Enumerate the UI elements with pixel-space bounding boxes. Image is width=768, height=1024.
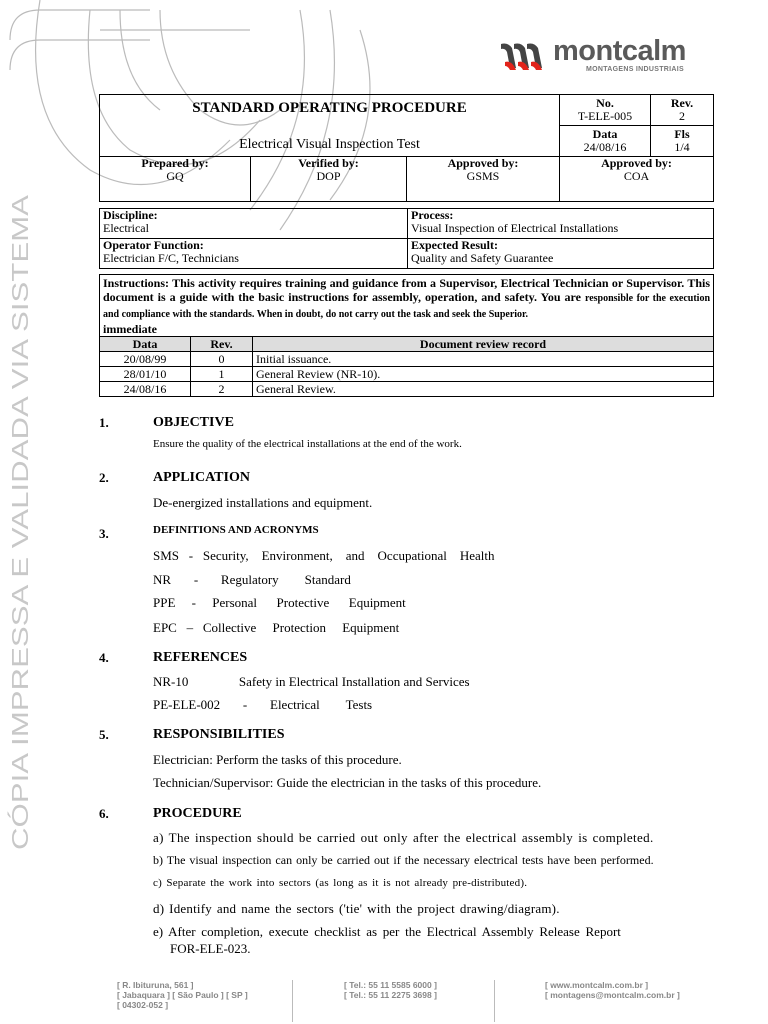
section-number: 6. bbox=[99, 806, 109, 821]
footer-address bbox=[117, 980, 248, 1010]
approved-label: Approved by: bbox=[447, 156, 519, 170]
operator-cell bbox=[100, 239, 408, 269]
verified-cell bbox=[251, 157, 407, 202]
acronym: EPC bbox=[153, 620, 177, 635]
acronym: SMS bbox=[153, 548, 180, 563]
definition-ppe bbox=[153, 595, 406, 611]
revision-value: 2 bbox=[679, 109, 685, 123]
definition-nr bbox=[153, 572, 351, 588]
footer-phones bbox=[344, 980, 437, 1000]
word: Protection bbox=[272, 620, 326, 635]
number-label: No. bbox=[596, 96, 614, 110]
acronym: PPE bbox=[153, 595, 176, 610]
website-link[interactable]: [ www.montcalm.com.br ] bbox=[545, 980, 649, 990]
document-title: STANDARD OPERATING PROCEDURE bbox=[192, 100, 467, 116]
sheets-value: 1/4 bbox=[674, 140, 690, 154]
separator: – bbox=[186, 620, 194, 635]
title-cell bbox=[100, 95, 560, 157]
header-table bbox=[99, 94, 714, 202]
word: Personal bbox=[212, 595, 258, 610]
date-cell bbox=[560, 126, 651, 157]
operator-label: Operator Function: bbox=[103, 238, 204, 252]
info-table bbox=[99, 208, 714, 269]
section-title: PROCEDURE bbox=[153, 806, 242, 821]
section-title: OBJECTIVE bbox=[153, 415, 234, 430]
document-subtitle: Electrical Visual Inspection Test bbox=[239, 137, 420, 152]
watermark-text-label: CÓPIA IMPRESSA E VALIDADA VIA SISTEMA bbox=[7, 367, 33, 850]
review-record: General Review (NR-10). bbox=[253, 367, 714, 382]
logo-mark-icon bbox=[498, 40, 550, 72]
instructions-box bbox=[99, 274, 714, 337]
application-text: De-energized installations and equipment. bbox=[153, 495, 373, 510]
approved-label: Approved by: bbox=[601, 156, 672, 170]
section-number: 1. bbox=[99, 415, 109, 430]
discipline-cell bbox=[100, 209, 408, 239]
process-cell bbox=[408, 209, 714, 239]
process-value: Visual Inspection of Electrical Installations bbox=[411, 221, 619, 235]
procedure-step-a: a) The inspection should be carried out only after the electrical assembly is completed. bbox=[153, 830, 654, 845]
word: Collective bbox=[202, 620, 257, 635]
review-record: General Review. bbox=[253, 382, 714, 397]
sheets-cell bbox=[651, 126, 714, 157]
email-link[interactable]: [ montagens@montcalm.com.br ] bbox=[545, 990, 680, 1000]
revision-label: Rev. bbox=[670, 96, 694, 110]
prepared-value: GQ bbox=[166, 169, 184, 183]
review-header-date: Data bbox=[100, 337, 191, 352]
expected-value: Quality and Safety Guarantee bbox=[411, 251, 554, 265]
section-number: 2. bbox=[99, 470, 109, 485]
procedure-step-e: e) After completion, execute checklist as per the Electrical Assembly Release Report bbox=[153, 924, 621, 939]
responsibility-technician: Technician/Supervisor: Guide the electrician in the tasks of this procedure. bbox=[153, 775, 542, 790]
address-street: [ R. Ibituruna, 561 ] bbox=[117, 980, 194, 990]
section-number: 4. bbox=[99, 650, 109, 665]
logo-name: montcalm bbox=[553, 35, 686, 67]
review-table bbox=[99, 336, 714, 397]
review-date: 24/08/16 bbox=[100, 382, 191, 397]
review-rev: 2 bbox=[191, 382, 253, 397]
sheets-label: Fls bbox=[674, 127, 690, 141]
section-title: RESPONSIBILITIES bbox=[153, 727, 285, 742]
word: Environment, bbox=[261, 548, 333, 563]
word: Standard bbox=[304, 572, 351, 587]
word: Equipment bbox=[342, 620, 400, 635]
expected-label: Expected Result: bbox=[411, 238, 498, 252]
table-row bbox=[100, 382, 714, 397]
instructions-tail: immediate bbox=[103, 322, 157, 336]
prepared-cell bbox=[100, 157, 251, 202]
approved-value: GSMS bbox=[466, 169, 500, 183]
word: Regulatory bbox=[220, 572, 279, 587]
word: Protective bbox=[276, 595, 330, 610]
word: Security, bbox=[202, 548, 249, 563]
phone-1: [ Tel.: 55 11 5585 6000 ] bbox=[344, 980, 437, 990]
reference-nr10 bbox=[153, 674, 470, 690]
verified-label: Verified by: bbox=[298, 156, 359, 170]
definition-epc bbox=[153, 620, 399, 636]
review-rev: 0 bbox=[191, 352, 253, 367]
separator: - bbox=[242, 697, 248, 712]
word: Occupational bbox=[377, 548, 447, 563]
section-title: REFERENCES bbox=[153, 650, 248, 665]
address-zip: [ 04302-052 ] bbox=[117, 1000, 169, 1010]
reference-code: PE-ELE-002 bbox=[153, 697, 221, 712]
number-value: T-ELE-005 bbox=[577, 109, 633, 123]
table-row bbox=[100, 367, 714, 382]
review-record: Initial issuance. bbox=[253, 352, 714, 367]
logo-subtitle: MONTAGENS INDUSTRIAIS bbox=[586, 66, 684, 73]
section-title: APPLICATION bbox=[153, 470, 250, 485]
process-label: Process: bbox=[411, 208, 454, 222]
separator: - bbox=[188, 548, 194, 563]
word: Tests bbox=[345, 697, 373, 712]
watermark-text bbox=[0, 195, 44, 855]
company-logo bbox=[498, 35, 713, 78]
date-label: Data bbox=[592, 127, 618, 141]
word: Equipment bbox=[348, 595, 406, 610]
section-number: 5. bbox=[99, 727, 109, 742]
approved-gsms-cell bbox=[407, 157, 560, 202]
separator: - bbox=[193, 572, 199, 587]
procedure-step-e-continuation: FOR-ELE-023. bbox=[170, 941, 251, 956]
footer-divider bbox=[292, 980, 293, 1022]
reference-pe-ele-002 bbox=[153, 697, 372, 713]
procedure-step-d: d) Identify and name the sectors ('tie' with the project drawing/diagram). bbox=[153, 901, 560, 916]
discipline-label: Discipline: bbox=[103, 208, 158, 222]
revision-cell bbox=[651, 95, 714, 126]
approved-value: COA bbox=[623, 169, 650, 183]
discipline-value: Electrical bbox=[103, 221, 149, 235]
definition-sms bbox=[153, 548, 495, 564]
reference-title: Safety in Electrical Installation and Services bbox=[238, 674, 470, 689]
objective-text: Ensure the quality of the electrical installations at the end of the work. bbox=[153, 438, 462, 450]
reference-code: NR-10 bbox=[153, 674, 189, 689]
footer-web bbox=[545, 980, 680, 1000]
section-number: 3. bbox=[99, 526, 109, 541]
review-header-record: Document review record bbox=[253, 337, 714, 352]
expected-cell bbox=[408, 239, 714, 269]
approved-coa-cell bbox=[560, 157, 714, 202]
review-date: 28/01/10 bbox=[100, 367, 191, 382]
prepared-label: Prepared by: bbox=[141, 156, 209, 170]
procedure-step-c: c) Separate the work into sectors (as long as it is not already pre-distributed). bbox=[153, 877, 528, 889]
review-rev: 1 bbox=[191, 367, 253, 382]
word: Health bbox=[459, 548, 495, 563]
word: and bbox=[345, 548, 365, 563]
review-header-rev: Rev. bbox=[191, 337, 253, 352]
number-cell bbox=[560, 95, 651, 126]
responsibility-electrician: Electrician: Perform the tasks of this procedure. bbox=[153, 752, 402, 767]
review-date: 20/08/99 bbox=[100, 352, 191, 367]
date-value: 24/08/16 bbox=[583, 140, 627, 154]
procedure-step-b: b) The visual inspection can only be carried out if the necessary electrical tests have been performed. bbox=[153, 853, 654, 867]
instructions-small-text: responsible for the execution and compliance with the standards. When in doubt, do not carry out the task and seek the Superior. bbox=[103, 293, 711, 320]
word: Electrical bbox=[270, 697, 320, 712]
verified-value: DOP bbox=[316, 169, 341, 183]
acronym: NR bbox=[153, 572, 172, 587]
address-district: [ Jabaquara ] [ São Paulo ] [ SP ] bbox=[117, 990, 248, 1000]
separator: - bbox=[191, 595, 196, 610]
instructions-text: Instructions: This activity requires training and guidance from a Supervisor, Electrical Technician or Supervisor. This document is a guide with the basic instructions for assembly, operation, and safety. You are bbox=[103, 276, 710, 304]
footer-divider bbox=[494, 980, 495, 1022]
table-row bbox=[100, 352, 714, 367]
operator-value: Electrician F/C, Technicians bbox=[103, 251, 239, 265]
section-title: DEFINITIONS AND ACRONYMS bbox=[153, 524, 319, 536]
phone-2: [ Tel.: 55 11 2275 3698 ] bbox=[344, 990, 437, 1000]
